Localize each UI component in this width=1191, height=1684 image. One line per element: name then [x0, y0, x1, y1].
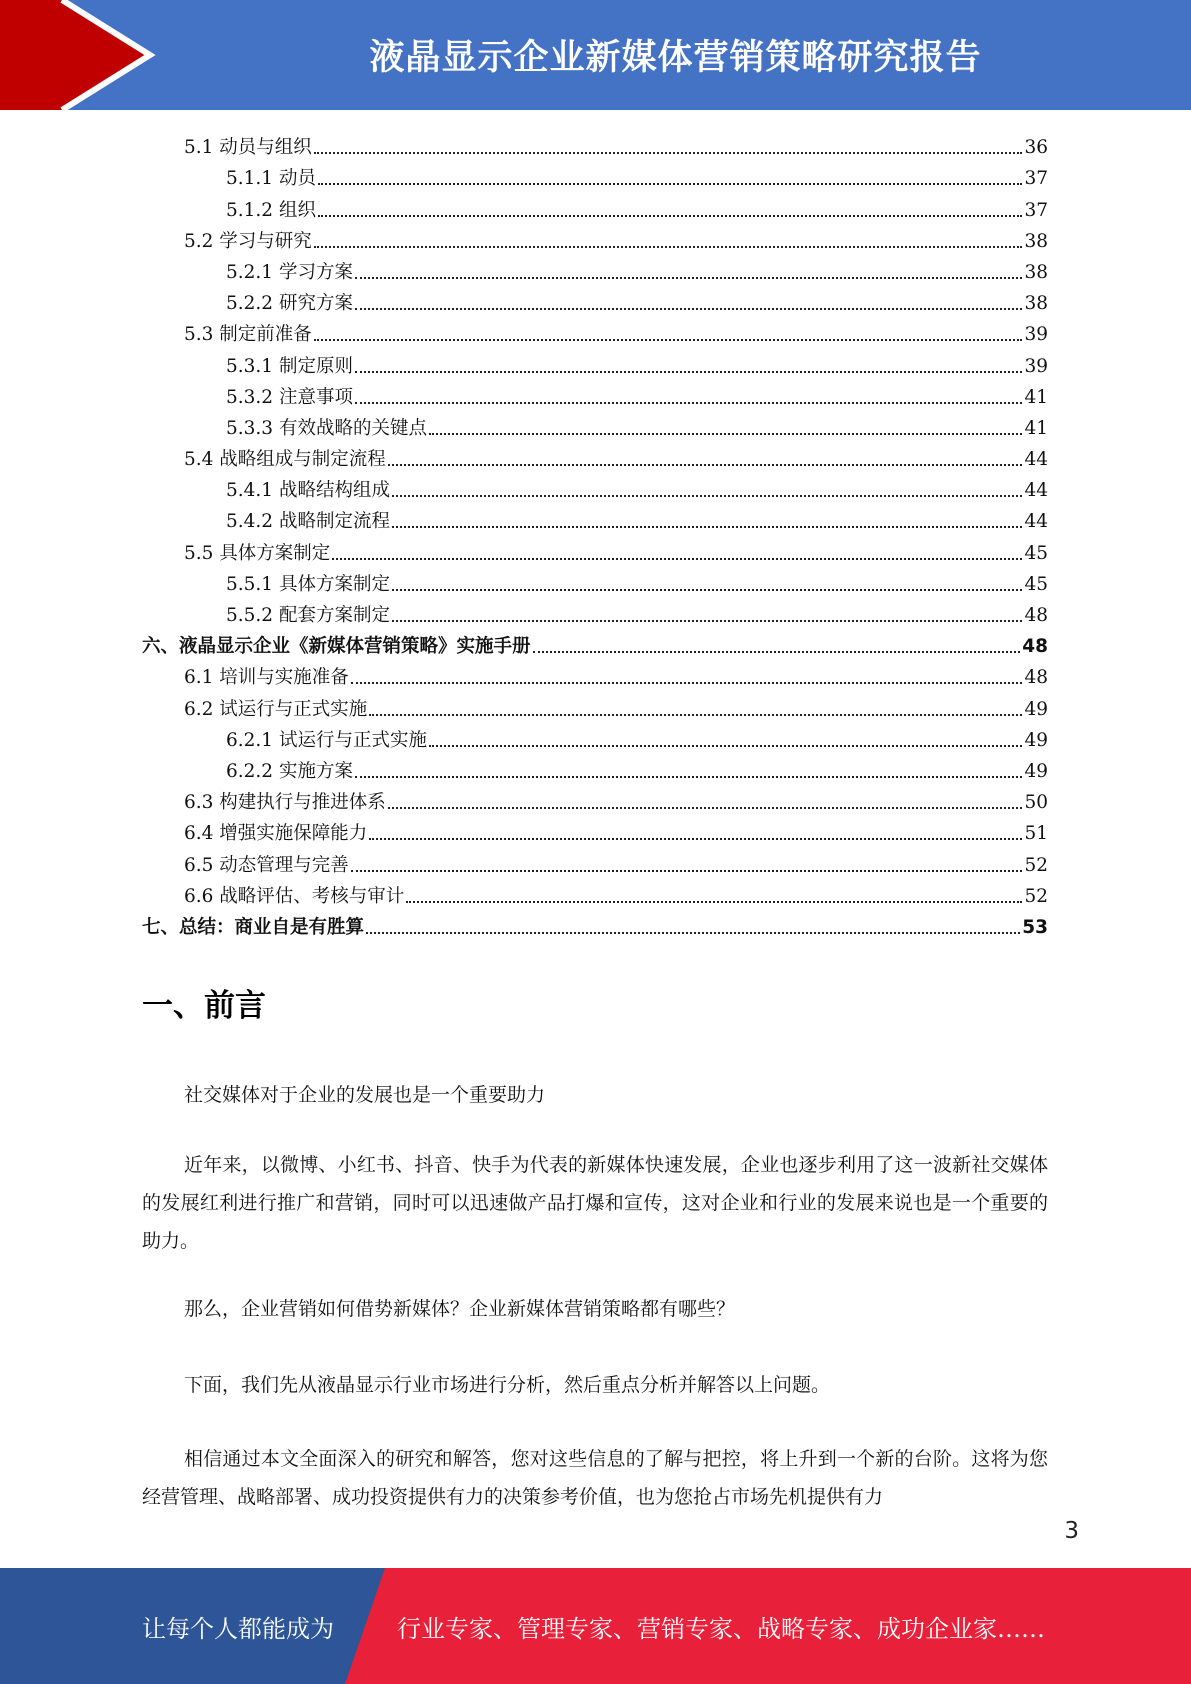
toc-entry-page: 38: [1024, 230, 1048, 252]
toc-entry[interactable]: [142, 128, 1048, 159]
footer-slogan-right: 行业专家、管理专家、营销专家、战略专家、成功企业家……: [397, 1614, 1045, 1643]
toc-entry[interactable]: [142, 845, 1048, 876]
toc-dot-leader: [388, 464, 1023, 466]
toc-dot-leader: [533, 651, 1021, 653]
toc-entry[interactable]: [142, 721, 1048, 752]
toc-entry-page: 52: [1024, 854, 1048, 876]
toc-entry[interactable]: [142, 596, 1048, 627]
toc-entry-page: 48: [1024, 667, 1048, 689]
toc-entry[interactable]: [142, 315, 1048, 346]
toc-dot-leader: [314, 152, 1023, 154]
toc-entry-title: 5.1.1 动员: [226, 168, 316, 190]
toc-entry[interactable]: [142, 658, 1048, 689]
toc-entry-page: 39: [1024, 355, 1048, 377]
toc-entry[interactable]: [142, 378, 1048, 409]
body-paragraph: 下面，我们先从液晶显示行业市场进行分析，然后重点分析并解答以上问题。: [184, 1374, 831, 1396]
toc-entry-title: 5.3 制定前准备: [184, 324, 312, 346]
toc-entry-title: 5.5.2 配套方案制定: [226, 605, 390, 626]
toc-entry-title: 5.5 具体方案制定: [184, 542, 331, 564]
toc-dot-leader: [392, 526, 1022, 528]
toc-entry-page: 45: [1024, 573, 1048, 595]
header-banner: [0, 0, 1191, 110]
toc-dot-leader: [406, 901, 1022, 903]
toc-entry-page: 48: [1022, 636, 1048, 658]
toc-entry-title: 5.3.2 注意事项: [226, 386, 353, 408]
page-number: 3: [1064, 1518, 1079, 1544]
toc-entry[interactable]: [142, 783, 1048, 814]
report-title: 液晶显示企业新媒体营销策略研究报告: [369, 38, 982, 78]
toc-entry-title: 6.4 增强实施保障能力: [184, 823, 368, 845]
toc-entry-title: 6.2 试运行与正式实施: [184, 698, 368, 720]
toc-dot-leader: [369, 714, 1022, 716]
toc-entry[interactable]: [142, 471, 1048, 502]
toc-entry-title: 七、总结：商业自是有胜算: [142, 916, 365, 938]
toc-entry[interactable]: [142, 222, 1048, 253]
toc-entry-title: 5.1 动员与组织: [184, 137, 312, 159]
body-paragraph: 近年来，以微博、小红书、抖音、快手为代表的新媒体快速发展，企业也逐步利用了这一波新社交媒体的发展红利进行推广和营销，同时可以迅速做产品打爆和宣传，这对企业和行业的发展来说也是一个重要的助力。: [142, 1154, 1048, 1252]
toc-entry-page: 50: [1024, 792, 1048, 814]
toc-entry-page: 37: [1024, 168, 1048, 190]
toc-entry-page: 37: [1024, 199, 1048, 221]
toc-entry-title: 5.2 学习与研究: [184, 230, 312, 252]
toc-dot-leader: [332, 558, 1022, 560]
toc-entry-page: 44: [1024, 480, 1048, 502]
toc-dot-leader: [355, 371, 1023, 373]
toc-dot-leader: [429, 433, 1022, 435]
toc-dot-leader: [392, 589, 1022, 591]
toc-dot-leader: [355, 776, 1023, 778]
toc-dot-leader: [355, 277, 1023, 279]
toc-entry-page: 45: [1024, 542, 1048, 564]
footer-banner: [0, 1568, 1191, 1684]
toc-dot-leader: [351, 870, 1023, 872]
toc-entry-title: 6.2.2 实施方案: [226, 760, 353, 782]
toc-entry[interactable]: [142, 409, 1048, 440]
toc-entry-page: 49: [1024, 698, 1048, 720]
toc-entry-title: 6.3 构建执行与推进体系: [184, 792, 386, 814]
toc-entry-title: 5.4.2 战略制定流程: [226, 511, 390, 533]
toc-entry[interactable]: [142, 502, 1048, 533]
toc-dot-leader: [355, 402, 1023, 404]
toc-entry[interactable]: [142, 159, 1048, 190]
toc-entry-title: 5.4 战略组成与制定流程: [184, 449, 386, 471]
table-of-contents: [142, 128, 1048, 939]
toc-entry-title: 6.5 动态管理与完善: [184, 854, 349, 876]
toc-entry-title: 5.4.1 战略结构组成: [226, 480, 390, 502]
toc-dot-leader: [366, 932, 1020, 934]
toc-entry-page: 41: [1024, 386, 1048, 408]
toc-entry-page: 38: [1024, 261, 1048, 283]
toc-entry-title: 6.6 战略评估、考核与审计: [184, 885, 405, 907]
toc-entry[interactable]: [142, 877, 1048, 908]
toc-entry-page: 41: [1024, 417, 1048, 439]
section-heading: 一、前言: [142, 988, 266, 1024]
toc-entry[interactable]: [142, 284, 1048, 315]
toc-entry[interactable]: [142, 440, 1048, 471]
toc-entry[interactable]: [142, 908, 1048, 939]
toc-dot-leader: [314, 339, 1023, 341]
toc-entry-title: 六、液晶显示企业《新媒体营销策略》实施手册: [142, 636, 531, 658]
toc-entry-page: 48: [1024, 605, 1048, 626]
toc-entry[interactable]: [142, 565, 1048, 596]
toc-dot-leader: [318, 183, 1023, 185]
toc-entry[interactable]: [142, 533, 1048, 564]
body-paragraph: 那么，企业营销如何借势新媒体？企业新媒体营销策略都有哪些？: [184, 1298, 736, 1320]
toc-entry-page: 36: [1024, 137, 1048, 159]
toc-entry-page: 44: [1024, 449, 1048, 471]
toc-entry-title: 5.2.2 研究方案: [226, 293, 353, 315]
footer-slogan-left: 让每个人都能成为: [142, 1614, 334, 1643]
toc-dot-leader: [369, 838, 1022, 840]
toc-entry-title: 5.3.3 有效战略的关键点: [226, 417, 427, 439]
toc-entry-page: 52: [1024, 885, 1048, 907]
toc-dot-leader: [429, 745, 1022, 747]
toc-entry-page: 49: [1024, 729, 1048, 751]
toc-entry-page: 39: [1024, 324, 1048, 346]
toc-entry-title: 6.2.1 试运行与正式实施: [226, 729, 427, 751]
toc-entry-title: 6.1 培训与实施准备: [184, 667, 349, 689]
body-paragraph: 相信通过本文全面深入的研究和解答，您对这些信息的了解与把控，将上升到一个新的台阶。这将为您经营管理、战略部署、成功投资提供有力的决策参考价值，也为您抢占市场先机提供有力: [142, 1448, 1048, 1508]
toc-entry[interactable]: [142, 190, 1048, 221]
toc-entry[interactable]: [142, 814, 1048, 845]
toc-entry-page: 51: [1024, 823, 1048, 845]
toc-dot-leader: [392, 495, 1022, 497]
toc-dot-leader: [314, 246, 1023, 248]
toc-dot-leader: [351, 682, 1023, 684]
toc-entry-title: 5.1.2 组织: [226, 199, 316, 221]
toc-entry-title: 5.2.1 学习方案: [226, 261, 353, 283]
toc-entry-page: 53: [1022, 916, 1048, 938]
toc-entry[interactable]: [142, 253, 1048, 284]
toc-dot-leader: [388, 807, 1023, 809]
toc-dot-leader: [355, 308, 1023, 310]
toc-entry[interactable]: [142, 346, 1048, 377]
toc-entry[interactable]: [142, 752, 1048, 783]
toc-entry[interactable]: [142, 627, 1048, 658]
toc-entry[interactable]: [142, 689, 1048, 720]
toc-entry-page: 49: [1024, 760, 1048, 782]
header-arrow-icon: [0, 0, 200, 110]
toc-entry-page: 38: [1024, 293, 1048, 315]
toc-entry-title: 5.5.1 具体方案制定: [226, 573, 390, 595]
toc-entry-title: 5.3.1 制定原则: [226, 355, 353, 377]
toc-dot-leader: [318, 215, 1023, 217]
toc-dot-leader: [392, 620, 1022, 622]
body-paragraph: 社交媒体对于企业的发展也是一个重要助力: [184, 1084, 546, 1106]
toc-entry-page: 44: [1024, 511, 1048, 533]
